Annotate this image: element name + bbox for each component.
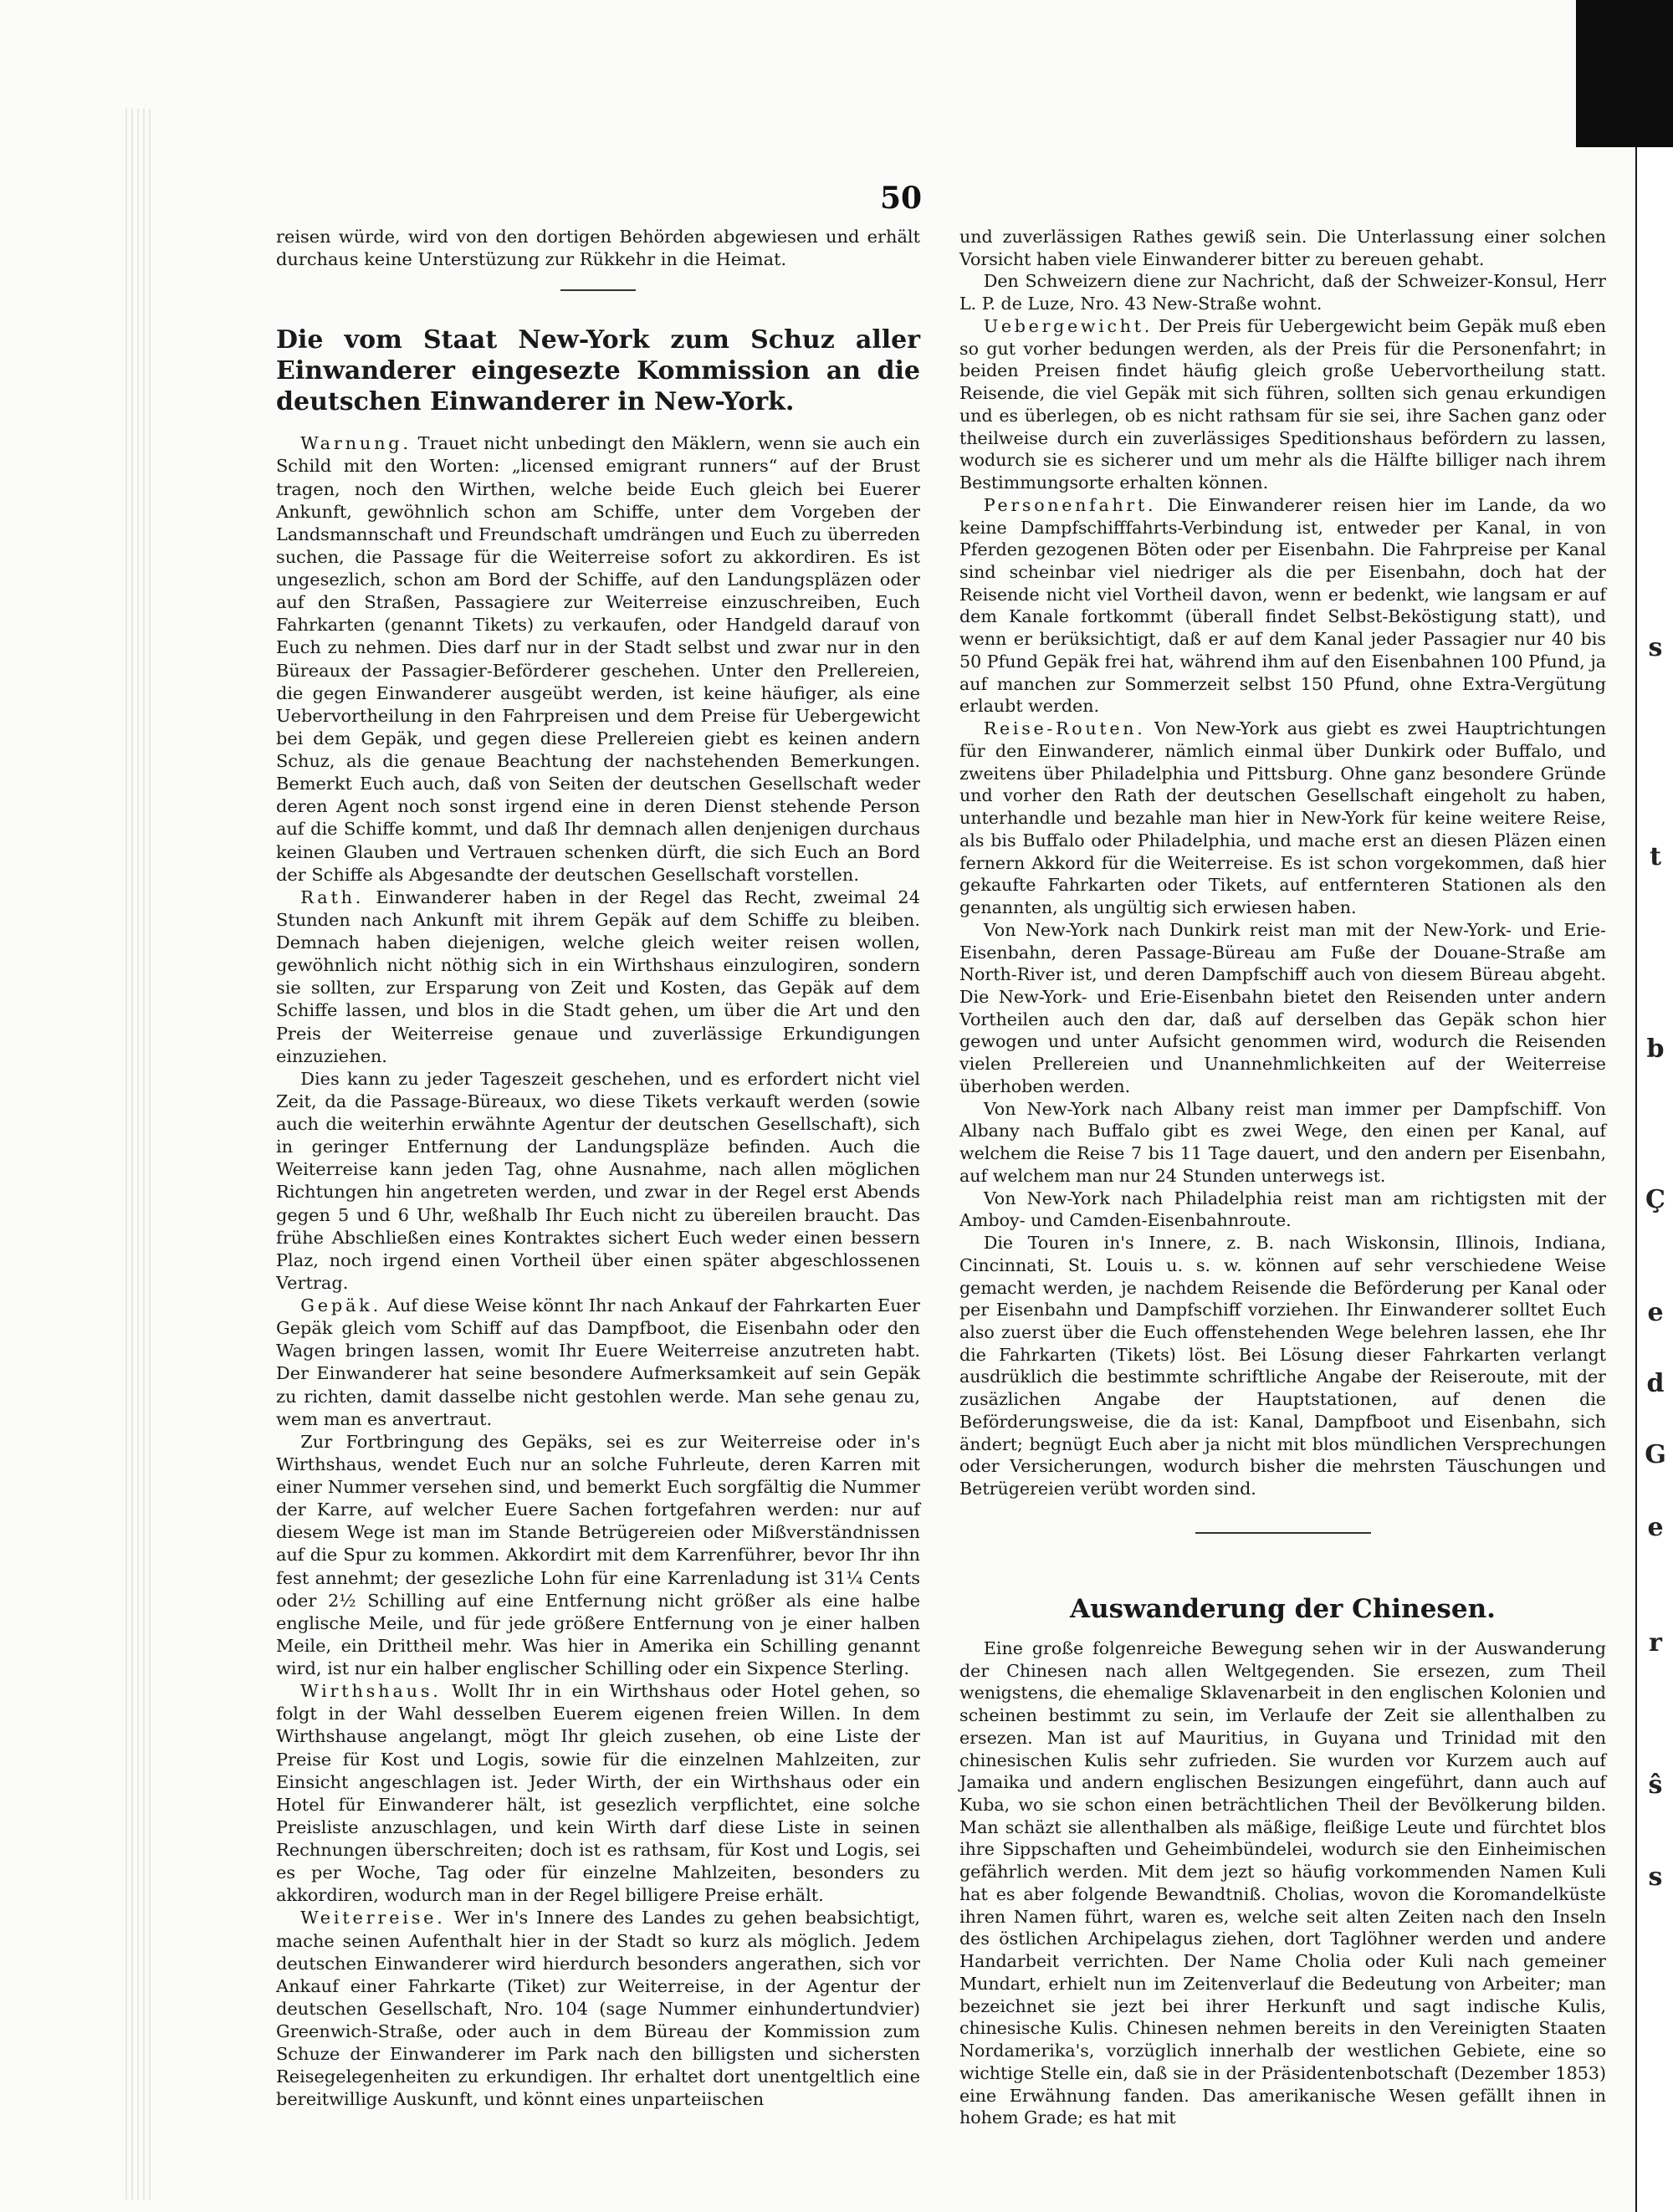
paragraph-keyword: Uebergewicht. bbox=[983, 315, 1153, 336]
paragraph-text: Von New-York aus giebt es zwei Hauptrichtungen für den Einwanderer, nämlich einmal über Dunkirk oder Buffalo, und zweitens über Philadelphia und Pittsburg. Ohne ganz besondere Gründe und vorher den Rath der deutschen Gesellschaft eingeholt zu haben, unterhandle und bezahle man hier in New-York für keine weitere Reise, als bis Buffalo oder Philadelphia, und mache erst an diesen Pläzen einen fernern Akkord für die Weiterreise. Es ist schon vorgekommen, daß hier gekaufte Fahrkarten oder Tikets, auf entfernteren Stationen als den genannten, als ungültig sich erwiesen haben. bbox=[959, 718, 1606, 918]
paragraph bbox=[959, 315, 1606, 494]
paragraph-text: Von New-York nach Dunkirk reist man mit der New-York- und Erie-Eisenbahn, deren Passage-Büreau am Fuße der Douane-Straße am North-River ist, und deren Dampfschiff auch von diesem Büreau abgeht. Die New-York- und Erie-Eisenbahn bietet den Reisenden unter andern Vortheilen auch den dar, daß auf derselben das Gepäk schon hier gewogen und unter Aufsicht genommen wird, wodurch die Reisenden vielen Prellereien und Unannehmlichkeiten auf der Weiterreise überhoben werden. bbox=[959, 919, 1606, 1096]
paragraph-text: Einwanderer haben in der Regel das Recht, zweimal 24 Stunden nach Ankunft mit ihrem Gepäk auf dem Schiffe zu bleiben. Demnach haben diejenigen, welche gleich weiter reisen wollen, gewöhnlich nicht nöthig sich in ein Wirthshaus einzulogiren, sondern sie sollten, zur Ersparung von Zeit und Kosten, das Gepäk auf dem Schiffe lassen, und blos in die Stadt gehen, um über die Art und den Preis der Weiterreise genaue und zuverlässige Erkundigungen einzuziehen. bbox=[276, 886, 920, 1066]
paragraph-text: Von New-York nach Albany reist man immer per Dampfschiff. Von Albany nach Buffalo gibt es zwei Wege, den einen per Kanal, auf welchem die Reise 7 bis 11 Tage dauert, und den andern per Eisenbahn, auf welchem man nur 24 Stunden unterwegs ist. bbox=[959, 1098, 1606, 1186]
adjacent-page-edge bbox=[1635, 147, 1673, 2212]
binding-shadow bbox=[125, 109, 151, 2199]
paragraph-text: Zur Fortbringung des Gepäks, sei es zur Weiterreise oder in's Wirthshaus, wendet Euch nur an solche Fuhrleute, deren Karren mit einer Nummer versehen sind, und bemerkt Euch sorgfältig die Nummer der Karre, auf welcher Euere Sachen fortgefahren werden: nur auf diesem Wege ist man im Stande Betrügereien oder Mißverständnissen auf die Spur zu kommen. Akkordirt mit dem Karrenführer, bevor Ihr ihn fest annehmt; der gesezliche Lohn für eine Karrenladung ist 31¼ Cents oder 2½ Schilling auf eine Entfernung nicht größer als eine halbe englische Meile, und für jede größere Entfernung von je einer halben Meile, ein Drittheil mehr. Was hier in Amerika ein Schilling genannt wird, ist nur ein halber englischer Schilling oder ein Sixpence Sterling. bbox=[276, 1431, 920, 1678]
paragraph-keyword: Warnung. bbox=[300, 433, 412, 454]
paragraph bbox=[276, 432, 920, 886]
paragraph-text: und zuverlässigen Rathes gewiß sein. Die Unterlassung einer solchen Vorsicht haben viele Einwanderer bitter zu bereuen gehabt. bbox=[959, 227, 1606, 269]
paragraph-text: Wer in's Innere des Landes zu gehen beabsichtigt, mache seinen Aufenthalt hier in der Stadt so kurz als möglich. Jedem deutschen Einwanderer wird hierdurch besonders angerathen, sich vor Ankauf einer Fahrkarte (Tiket) zur Weiterreise, in der Agentur der deutschen Gesellschaft, Nro. 104 (sage Nummer einhundertundvier) Greenwich-Straße, oder auch in dem Büreau der Kommission zum Schuze der Einwanderer im Park nach den billigsten und sichersten Reisegelegenheiten zu erkundigen. Ihr erhaltet dort unentgeltlich eine bereitwillige Auskunft, und könnt eines unparteiischen bbox=[276, 1908, 920, 2110]
paragraph bbox=[959, 494, 1606, 718]
paragraph-text: Auf diese Weise könnt Ihr nach Ankauf der Fahrkarten Euer Gepäk gleich vom Schiff auf das Dampfboot, die Eisenbahn oder den Wagen bringen lassen, womit Ihr Euere Weiterreise anzutreten habt. Der Einwanderer hat seine besondere Aufmerksamkeit auf sein Gepäk zu richten, damit dasselbe nicht gestohlen werde. Man sehe genau zu, wem man es anvertraut. bbox=[276, 1295, 920, 1429]
edge-fragment: b bbox=[1646, 1034, 1665, 1064]
paragraph bbox=[276, 1680, 920, 1907]
section-divider bbox=[560, 289, 636, 291]
paragraph-keyword: Gepäk. bbox=[300, 1295, 382, 1315]
page-number: 50 bbox=[880, 181, 923, 216]
edge-fragment: G bbox=[1645, 1440, 1666, 1469]
paragraph bbox=[959, 718, 1606, 919]
article-title: Die vom Staat New-York zum Schuz aller Einwanderer eingesezte Kommission an die deutschen Einwanderer in New-York. bbox=[276, 325, 920, 417]
edge-fragment: t bbox=[1650, 842, 1661, 871]
left-column bbox=[276, 226, 920, 2112]
edge-fragment: ŝ bbox=[1648, 1770, 1663, 1800]
paragraph-keyword: Personenfahrt. bbox=[983, 494, 1157, 515]
paragraph bbox=[276, 1068, 920, 1295]
edge-fragment: d bbox=[1646, 1369, 1665, 1398]
edge-fragment: Ç bbox=[1645, 1185, 1665, 1214]
paragraph-text: Der Preis für Uebergewicht beim Gepäk muß eben so gut vorher bedungen werden, als der Preis für die Personenfahrt; in beiden Preisen findet häufig gleich große Uebervortheilung statt. Reisende, die viel Gepäk mit sich führen, sollten sich genau erkundigen und es überlegen, ob es nicht rathsam für sie sei, ihre Sachen ganz oder theilweise durch ein zuverlässiges Speditionshaus befördern zu lassen, wodurch sie es sicherer und um mehr als die Hälfte billiger nach ihrem Bestimmungsorte erhalten können. bbox=[959, 315, 1606, 493]
paragraph bbox=[959, 1232, 1606, 1500]
article-title-chinesen: Auswanderung der Chinesen. bbox=[1070, 1593, 1496, 1624]
paragraph bbox=[276, 886, 920, 1068]
paragraph-text: Den Schweizern diene zur Nachricht, daß der Schweizer-Konsul, Herr L. P. de Luze, Nro. 43 New-Straße wohnt. bbox=[959, 271, 1606, 314]
paragraph bbox=[276, 1431, 920, 1680]
paragraph bbox=[959, 226, 1606, 270]
right-paragraphs-top bbox=[959, 226, 1606, 1500]
paragraph bbox=[959, 1098, 1606, 1188]
edge-fragment: e bbox=[1647, 1298, 1664, 1327]
paragraph-text: Wollt Ihr in ein Wirthshaus oder Hotel gehen, so folgt in der Wahl desselben Euerem eigenen freien Willen. In dem Wirthshause angelangt, mögt Ihr gleich zusehen, ob eine Liste der Preise für Kost und Logis, sowie für die einzelnen Mahlzeiten, zur Einsicht angeschlagen ist. Jeder Wirth, der ein Wirthshaus oder ein Hotel für Einwanderer hält, ist gesezlich verpflichtet, eine solche Preisliste anzuschlagen, und kein Wirth darf diese Liste in seinen Rechnungen überschreiten; doch ist es rathsam, für Kost und Logis, sei es per Woche, Tag oder für einzelne Mahlzeiten, besonders zu akkordiren, wodurch man in der Regel billigere Preise erhält. bbox=[276, 1681, 920, 1906]
paragraph-text: Trauet nicht unbedingt den Mäklern, wenn sie auch ein Schild mit den Worten: „licensed emigrant runners“ auf der Brust tragen, noch den Wirthen, welche beide Euch gleich bei Euerer Ankunft, gewöhnlich schon am Schiffe, unter dem Vorgeben der Landsmannschaft und Freundschaft umdrängen und Euch zu überreden suchen, die Passage für die Weiterreise sofort zu akkordiren. Es ist ungesezlich, schon am Bord der Schiffe, auf den Landungspläzen oder auf den Straßen, Passagiere zur Weiterreise einzuschreiben, Euch Fahrkarten (genannt Tikets) zu verkaufen, oder Handgeld darauf von Euch zu nehmen. Dies darf nur in der Stadt selbst und zwar nur in den Büreaux der Passagier-Beförderer geschehen. Unter den Prellereien, die gegen Einwanderer ausgeübt werden, ist keine häufiger, als eine Uebervortheilung in den Fahrpreisen und dem Preise für Uebergewicht bei dem Gepäk, und gegen diese Prellereien giebt es keinen andern Schuz, als die genaue Beachtung der nachstehenden Bemerkungen. Bemerkt Euch auch, daß von Seiten der deutschen Gesellschaft weder deren Agent noch sonst irgend eine in deren Dienst stehende Person auf die Schiffe kommt, und daß Ihr demnach allen denjenigen durchaus keinen Glauben und Vertrauen schenken dürft, die sich Euch an Bord der Schiffe als Abgesandte der deutschen Gesellschaft vorstellen. bbox=[276, 433, 920, 885]
paragraph bbox=[959, 1188, 1606, 1232]
paragraph-keyword: Reise-Routen. bbox=[983, 718, 1146, 739]
paragraph bbox=[276, 1907, 920, 2111]
section-divider bbox=[1195, 1532, 1371, 1534]
paragraph-text: Dies kann zu jeder Tageszeit geschehen, und es erfordert nicht viel Zeit, da die Passage-Büreaux, wo diese Tikets verkauft werden (sowie auch die weiterhin erwähnte Agentur der deutschen Gesellschaft), sich in geringer Entfernung der Landungspläze befinden. Auch die Weiterreise kann jeden Tag, ohne Ausnahme, nach allen möglichen Richtungen hin angetreten werden, und zwar in der Regel erst Abends gegen 5 und 6 Uhr, weßhalb Ihr Euch nicht zu übereilen braucht. Das frühe Abschließen eines Kontraktes sichert Euch weder einen bessern Plaz, noch irgend einen Vortheil über einen später abgeschlossenen Vertrag. bbox=[276, 1068, 920, 1293]
paragraph bbox=[959, 919, 1606, 1098]
paragraph bbox=[959, 270, 1606, 314]
paragraph bbox=[276, 1295, 920, 1431]
scan-border-dark bbox=[1576, 0, 1673, 147]
edge-fragment: s bbox=[1648, 1862, 1663, 1892]
paragraph-keyword: Wirthshaus. bbox=[300, 1681, 442, 1702]
right-column bbox=[959, 226, 1606, 2129]
paragraph-text: Von New-York nach Philadelphia reist man am richtigsten mit der Amboy- und Camden-Eisenbahnroute. bbox=[959, 1188, 1606, 1231]
paragraph-text: Eine große folgenreiche Bewegung sehen wir in der Auswanderung der Chinesen nach allen Weltgegenden. Sie ersezen, zum Theil wenigstens, die ehemalige Sklavenarbeit in den englischen Kolonien und scheinen bestimmt zu sein, im Verlaufe der Zeit sie allenthalben zu ersezen. Man ist auf Mauritius, in Guyana und Trinidad mit den chinesischen Kulis sehr zufrieden. Sie wurden vor Kurzem auch auf Jamaika und andern englischen Besizungen eingeführt, dann auch auf Kuba, wo sie schon einen beträchtlichen Theil der Bevölkerung bilden. Man schäzt sie allenthalben als mäßige, fleißige Leute und fürchtet blos ihre Sippschaften und Geheimbündelei, wodurch sie den Einheimischen gefährlich werden. Mit dem jezt so häufig vorkommenden Namen Kuli hat es aber folgende Bewandtniß. Cholias, wovon die Koromandelküste ihren Namen führt, waren es, welche seit alten Zeiten nach den Inseln des östlichen Archipelagus ziehen, dort Taglöhner werden und andere Handarbeit verrichten. Der Name Cholia oder Kuli nach gemeiner Mundart, erhielt nun im Zeitenverlauf die Bedeutung von Arbeiter; man bezeichnet sie jezt bei ihrer Herkunft und sagt indische Kulis, chinesische Kulis. Chinesen nehmen bereits in den Vereinigten Staaten Nordamerika's, vorzüglich innerhalb der westlichen Gebiete, eine so wichtige Stelle ein, daß sie in der Präsidentenbotschaft (Dezember 1853) eine Erwähnung fanden. Das amerikanische Wesen gefällt ihnen in hohem Grade; es hat mit bbox=[959, 1637, 1606, 2128]
paragraph bbox=[959, 1637, 1606, 2129]
paragraph-keyword: Rath. bbox=[300, 886, 365, 907]
right-paragraphs-bottom bbox=[959, 1637, 1606, 2129]
edge-fragment: s bbox=[1648, 633, 1663, 662]
intro-text: reisen würde, wird von den dortigen Behörden abgewiesen und erhält durchaus keine Unterstüzung zur Rükkehr in die Heimat. bbox=[276, 227, 920, 270]
paragraph-text: Die Einwanderer reisen hier im Lande, da wo keine Dampfschifffahrts-Verbindung ist, entweder per Kanal, in von Pferden gezogenen Böten oder per Eisenbahn. Die Fahrpreise per Kanal sind scheinbar viel niedriger als die per Eisenbahn, doch hat der Reisende nicht viel Vortheil davon, wenn er bedenkt, wie langsam er auf dem Kanale fortkommt (überall findet Selbst-Beköstigung statt), und wenn er berüksichtigt, daß er auf dem Kanal jeder Passagier nur 40 bis 50 Pfund Gepäk frei hat, während ihm auf den Eisenbahnen 100 Pfund, ja auf manchen zur Sommerzeit selbst 150 Pfund, ohne Extra-Vergütung erlaubt werden. bbox=[959, 494, 1606, 717]
edge-fragment: r bbox=[1649, 1628, 1662, 1658]
edge-fragment: e bbox=[1647, 1513, 1664, 1542]
paragraph-keyword: Weiterreise. bbox=[300, 1908, 446, 1928]
left-paragraphs bbox=[276, 432, 920, 2111]
paragraph-text: Die Touren in's Innere, z. B. nach Wiskonsin, Illinois, Indiana, Cincinnati, St. Louis u. s. w. können auf sehr verschiedene Weise gemacht werden, je nachdem Reisende die Beförderung per Kanal oder per Eisenbahn und Dampfschiff vorziehen. Ihr Einwanderer solltet Euch also zuerst über die Euch offenstehenden Wege belehren lassen, ehe Ihr die Fahrkarten (Tikets) löst. Bei Lösung dieser Fahrkarten verlangt ausdrüklich die bestimmte schriftliche Angabe der Reiseroute, mit der zusäzlichen Angabe der Hauptstationen, auf denen die Beförderungsweise, die da ist: Kanal, Dampfboot und Eisenbahn, sich ändert; begnügt Euch aber ja nicht mit blos mündlichen Versprechungen oder Versicherungen, wodurch bisher die mehrsten Täuschungen und Betrügereien verübt worden sind. bbox=[959, 1233, 1606, 1499]
